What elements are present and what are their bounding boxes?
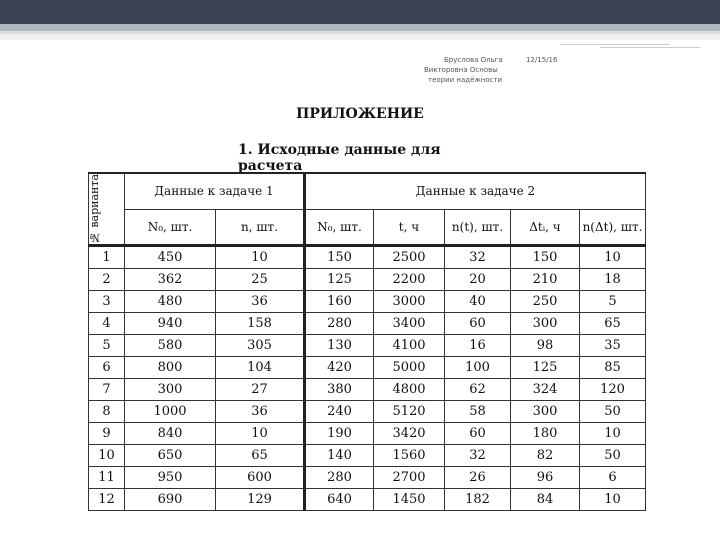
column-header: N₀, шт. (305, 209, 374, 245)
table-row (89, 335, 646, 357)
table-cell: 940 (125, 313, 216, 335)
table-cell: 3400 (374, 313, 445, 335)
table-cell: 250 (511, 291, 580, 313)
table-cell: 190 (305, 423, 374, 445)
table-cell: 98 (511, 335, 580, 357)
variant-number-cell: 4 (89, 313, 125, 335)
slide-top-bar (0, 0, 720, 24)
variant-number-cell: 2 (89, 269, 125, 291)
page-title: ПРИЛОЖЕНИЕ (296, 106, 424, 122)
table-cell: 10 (580, 489, 646, 511)
column-header: n(Δt), шт. (580, 209, 646, 245)
table-cell: 96 (511, 467, 580, 489)
table-cell: 2700 (374, 467, 445, 489)
table-cell: 50 (580, 445, 646, 467)
variant-number-cell: 9 (89, 423, 125, 445)
decorative-line (600, 47, 700, 48)
table-cell: 40 (445, 291, 511, 313)
table-cell: 10 (580, 423, 646, 445)
table-cell: 640 (305, 489, 374, 511)
table-cell: 65 (216, 445, 305, 467)
table-cell: 36 (216, 291, 305, 313)
table-cell: 1000 (125, 401, 216, 423)
table-cell: 1450 (374, 489, 445, 511)
table-cell: 280 (305, 467, 374, 489)
table-cell: 950 (125, 467, 216, 489)
table-cell: 140 (305, 445, 374, 467)
table-cell: 58 (445, 401, 511, 423)
variant-number-cell: 3 (89, 291, 125, 313)
table-cell: 36 (216, 401, 305, 423)
table-cell: 3420 (374, 423, 445, 445)
table-cell: 26 (445, 467, 511, 489)
table-cell: 380 (305, 379, 374, 401)
table-cell: 182 (445, 489, 511, 511)
variant-number-cell: 7 (89, 379, 125, 401)
variant-number-cell: 12 (89, 489, 125, 511)
table-cell: 480 (125, 291, 216, 313)
table-cell: 650 (125, 445, 216, 467)
variant-number-cell: 10 (89, 445, 125, 467)
table-cell: 104 (216, 357, 305, 379)
column-header: Δtᵢ, ч (511, 209, 580, 245)
author-line: теории надёжности (428, 76, 503, 84)
table-cell: 690 (125, 489, 216, 511)
table-cell: 240 (305, 401, 374, 423)
table-row (89, 313, 646, 335)
table-row (89, 379, 646, 401)
variant-number-cell: 6 (89, 357, 125, 379)
variant-number-cell: 1 (89, 246, 125, 269)
author-line: Викторовна Основы (424, 66, 498, 74)
table-caption: 1. Исходные данные для расчета (238, 142, 441, 174)
table-cell: 62 (445, 379, 511, 401)
table-cell: 160 (305, 291, 374, 313)
variant-number-cell: 11 (89, 467, 125, 489)
table-cell: 35 (580, 335, 646, 357)
table-cell: 580 (125, 335, 216, 357)
table-cell: 60 (445, 313, 511, 335)
column-header: N₀, шт. (125, 209, 216, 245)
table-cell: 3000 (374, 291, 445, 313)
data-table (88, 172, 646, 511)
table-cell: 362 (125, 269, 216, 291)
table-cell: 600 (216, 467, 305, 489)
table-cell: 4800 (374, 379, 445, 401)
table-cell: 4100 (374, 335, 445, 357)
table-cell: 32 (445, 445, 511, 467)
table-cell: 84 (511, 489, 580, 511)
table-cell: 27 (216, 379, 305, 401)
table-cell: 210 (511, 269, 580, 291)
table-cell: 300 (125, 379, 216, 401)
table-cell: 20 (445, 269, 511, 291)
table-row (89, 269, 646, 291)
table-cell: 180 (511, 423, 580, 445)
table-cell: 130 (305, 335, 374, 357)
table-cell: 158 (216, 313, 305, 335)
table-cell: 125 (305, 269, 374, 291)
table-row (89, 357, 646, 379)
table-cell: 6 (580, 467, 646, 489)
slide-header-author (424, 55, 524, 85)
table-cell: 2200 (374, 269, 445, 291)
table-cell: 100 (445, 357, 511, 379)
table-cell: 1560 (374, 445, 445, 467)
table-cell: 18 (580, 269, 646, 291)
table-cell: 420 (305, 357, 374, 379)
table-cell: 25 (216, 269, 305, 291)
table-cell: 840 (125, 423, 216, 445)
table-cell: 300 (511, 313, 580, 335)
table-cell: 800 (125, 357, 216, 379)
column-header: n(t), шт. (445, 209, 511, 245)
slide-stripe (0, 24, 720, 31)
table-cell: 65 (580, 313, 646, 335)
table-cell: 300 (511, 401, 580, 423)
table-cell: 85 (580, 357, 646, 379)
table-row (89, 291, 646, 313)
table-cell: 10 (580, 246, 646, 269)
variant-header: № варианта (88, 174, 101, 245)
group-header-task1: Данные к задаче 1 (125, 173, 305, 209)
table-cell: 129 (216, 489, 305, 511)
table-cell: 50 (580, 401, 646, 423)
decorative-line (560, 44, 670, 45)
table-cell: 5000 (374, 357, 445, 379)
table-cell: 5120 (374, 401, 445, 423)
group-header-task2: Данные к задаче 2 (305, 173, 646, 209)
table-cell: 82 (511, 445, 580, 467)
slide-header-date: 12/15/16 (526, 56, 558, 64)
author-line: Бруслова Ольга (444, 56, 503, 64)
column-header: n, шт. (216, 209, 305, 245)
table-cell: 125 (511, 357, 580, 379)
table-row (89, 489, 646, 511)
table-cell: 16 (445, 335, 511, 357)
slide-stripe (0, 34, 720, 40)
table-cell: 150 (511, 246, 580, 269)
table-cell: 32 (445, 246, 511, 269)
table-cell: 150 (305, 246, 374, 269)
table-row (89, 401, 646, 423)
variant-number-cell: 8 (89, 401, 125, 423)
table-cell: 120 (580, 379, 646, 401)
table-cell: 10 (216, 423, 305, 445)
table-cell: 324 (511, 379, 580, 401)
table-cell: 2500 (374, 246, 445, 269)
table-cell: 10 (216, 246, 305, 269)
table-row (89, 445, 646, 467)
table-row (89, 467, 646, 489)
variant-number-cell: 5 (89, 335, 125, 357)
variant-header-cell (89, 173, 125, 246)
table-row (89, 246, 646, 269)
table-row (89, 423, 646, 445)
table-cell: 305 (216, 335, 305, 357)
table-cell: 280 (305, 313, 374, 335)
table-cell: 60 (445, 423, 511, 445)
column-header: t, ч (374, 209, 445, 245)
table-cell: 450 (125, 246, 216, 269)
table-cell: 5 (580, 291, 646, 313)
